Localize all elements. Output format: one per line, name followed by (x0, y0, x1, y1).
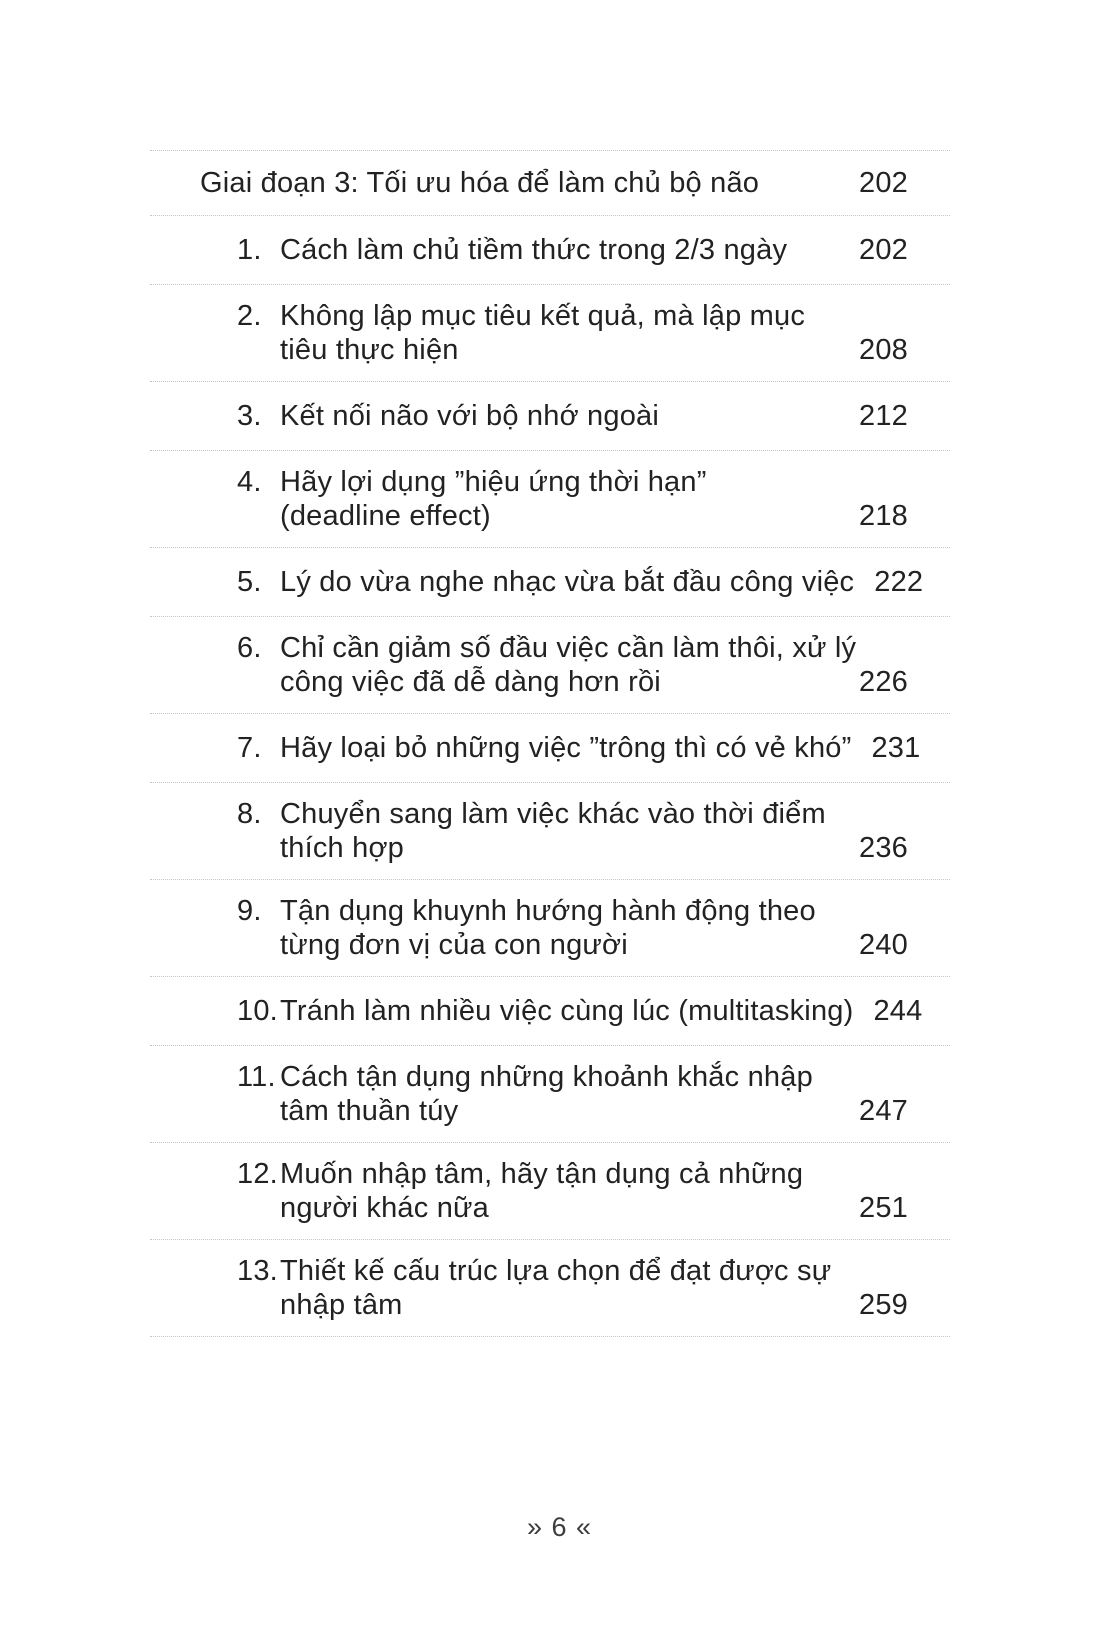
toc-entry (150, 382, 950, 451)
toc-entry-body (280, 565, 950, 599)
toc-entry-page: 251 (859, 1192, 908, 1224)
toc-entry-page: 259 (859, 1289, 908, 1321)
toc-entry-text: Thiết kế cấu trúc lựa chọn để đạt được sự (280, 1255, 832, 1287)
toc-entry (150, 451, 950, 548)
toc-entry-page: 247 (859, 1095, 908, 1127)
toc-entry-text: Cách làm chủ tiềm thức trong 2/3 ngày (280, 234, 788, 266)
toc-entry (150, 548, 950, 617)
toc-entry-text: nhập tâm (280, 1289, 403, 1321)
toc-entry (150, 977, 950, 1046)
toc-entry (150, 1143, 950, 1240)
toc-entry-number: 9. (237, 895, 262, 927)
toc-entry (150, 617, 950, 714)
toc-entry-body (280, 1060, 950, 1128)
toc-entry-text: Chỉ cần giảm số đầu việc cần làm thôi, xử lý (280, 632, 857, 664)
toc-entry-text: Cách tận dụng những khoảnh khắc nhập (280, 1061, 813, 1093)
toc-entry-text: Chuyển sang làm việc khác vào thời điểm (280, 798, 826, 830)
toc-entry-body (280, 797, 950, 865)
toc-entry-text: Tận dụng khuynh hướng hành động theo (280, 895, 816, 927)
toc-entry-body (280, 465, 950, 533)
toc-entry-page: 231 (871, 732, 921, 764)
toc-entry-number: 13. (237, 1255, 278, 1287)
toc-entry-number: 6. (237, 632, 262, 664)
toc-entry-body (280, 233, 950, 267)
toc-entry (150, 216, 950, 285)
toc-entry-page: 218 (859, 500, 908, 532)
toc-entry-number: 2. (237, 300, 262, 332)
toc-entry-text: Hãy lợi dụng ”hiệu ứng thời hạn” (280, 466, 707, 498)
toc-entry-number: 3. (237, 400, 262, 432)
toc-entry-page: 202 (859, 167, 908, 199)
toc-entry-page: 244 (873, 995, 923, 1027)
toc-entry-body (280, 994, 950, 1028)
toc-entry-page: 240 (859, 929, 908, 961)
toc-entry-text: Không lập mục tiêu kết quả, mà lập mục (280, 300, 806, 332)
toc-entry-number: 11. (237, 1061, 276, 1093)
toc-entry-text: tâm thuần túy (280, 1095, 459, 1127)
toc-entry-body (280, 399, 950, 433)
toc-entry-number: 7. (237, 732, 262, 764)
toc-section-heading (150, 151, 950, 216)
toc-entry (150, 1046, 950, 1143)
toc-entry-number: 4. (237, 466, 262, 498)
toc-entry-body (200, 166, 950, 200)
toc-entry-page: 212 (859, 400, 908, 432)
toc-entry-number: 12. (237, 1158, 278, 1190)
toc-entry-page: 208 (859, 334, 908, 366)
toc-entry-body (280, 731, 950, 765)
toc-entry-text: người khác nữa (280, 1192, 489, 1224)
toc-entry (150, 783, 950, 880)
toc-entry-text: Lý do vừa nghe nhạc vừa bắt đầu công việc (280, 566, 855, 598)
toc-entry-text: công việc đã dễ dàng hơn rồi (280, 666, 661, 698)
toc-entry-text: Hãy loại bỏ những việc ”trông thì có vẻ khó” (280, 732, 852, 764)
toc-entry-text: từng đơn vị của con người (280, 929, 628, 961)
toc-list (150, 150, 950, 1337)
toc-entry (150, 714, 950, 783)
toc-entry-body (280, 1157, 950, 1225)
toc-entry-body (280, 894, 950, 962)
toc-entry-body (280, 631, 950, 699)
toc-entry-text: Tránh làm nhiều việc cùng lúc (multitasking) (280, 995, 854, 1027)
toc-entry-page: 202 (859, 234, 908, 266)
toc-entry-number: 1. (237, 234, 262, 266)
toc-entry-page: 222 (874, 566, 924, 598)
toc-entry-number: 8. (237, 798, 262, 830)
toc-entry-text: Giai đoạn 3: Tối ưu hóa để làm chủ bộ não (200, 167, 760, 199)
toc-entry-text: tiêu thực hiện (280, 334, 459, 366)
toc-entry (150, 285, 950, 382)
toc-entry-body (280, 299, 950, 367)
toc-entry (150, 880, 950, 977)
page-number-footer: » 6 « (526, 1512, 593, 1542)
toc-entry-page: 226 (859, 666, 908, 698)
toc-entry-text: thích hợp (280, 832, 405, 864)
toc-entry-number: 10. (237, 995, 278, 1027)
toc-entry-number: 5. (237, 566, 262, 598)
toc-entry-text: (deadline effect) (280, 500, 491, 532)
toc-entry-page: 236 (859, 832, 908, 864)
toc-entry-text: Muốn nhập tâm, hãy tận dụng cả những (280, 1158, 804, 1190)
toc-entry-text: Kết nối não với bộ nhớ ngoài (280, 400, 660, 432)
toc-entry (150, 1240, 950, 1337)
toc-entry-body (280, 1254, 950, 1322)
